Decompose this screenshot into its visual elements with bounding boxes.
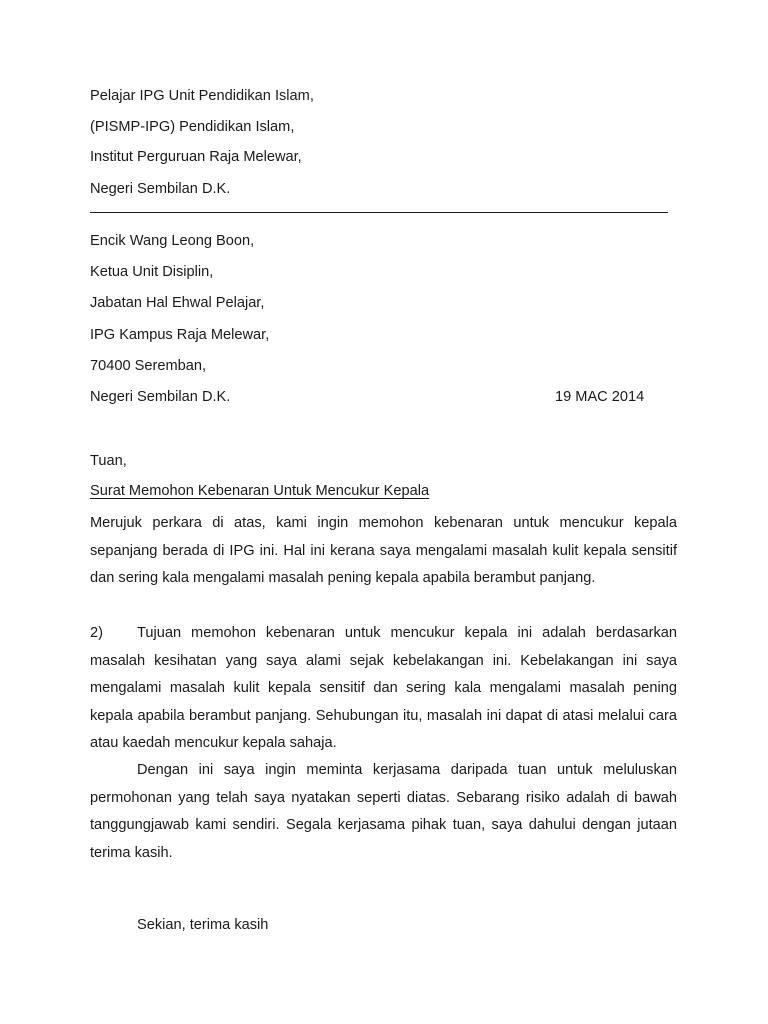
body-paragraph-1: Merujuk perkara di atas, kami ingin memohon kebenaran untuk mencukur kepala sepanjang berada di IPG ini. Hal ini kerana saya mengalami masalah kulit kepala sensitif dan sering kala mengalami masalah pening kepala apabila berambut panjang. [90, 515, 677, 586]
closing-remark: Sekian, terima kasih [137, 917, 269, 933]
recipient-line-5: 70400 Seremban, [90, 358, 207, 374]
letter-date: 19 MAC 2014 [555, 389, 645, 405]
body-paragraph-3: Dengan ini saya ingin meminta kerjasama daripada tuan untuk meluluskan permohonan yang telah saya nyatakan seperti diatas. Sebarang risiko adalah di bawah tanggungjawab kami sendiri. Segala kerjasama pihak tuan, saya dahului dengan jutaan terima kasih. [90, 762, 677, 861]
sender-line-1: Pelajar IPG Unit Pendidikan Islam, [90, 88, 314, 104]
recipient-line-6: Negeri Sembilan D.K. [90, 389, 231, 405]
letter-subject: Surat Memohon Kebenaran Untuk Mencukur Kepala [90, 483, 430, 499]
salutation: Tuan, [90, 453, 127, 469]
body-paragraph-2-text: Tujuan memohon kebenaran untuk mencukur kepala ini adalah berdasarkan masalah kesihatan yang saya alami sejak kebelakangan ini. Kebelakangan ini saya mengalami masalah kulit kepala sensitif dan sering kala mengalami masalah pening kepala apabila berambut panjang. Sehubungan itu, masalah ini dapat di atasi melalui cara atau kaedah mencukur kepala sahaja. [90, 625, 677, 751]
sender-line-2: (PISMP-IPG) Pendidikan Islam, [90, 119, 295, 135]
body-paragraph-2 [90, 620, 677, 758]
recipient-line-3: Jabatan Hal Ehwal Pelajar, [90, 295, 265, 311]
recipient-line-1: Encik Wang Leong Boon, [90, 233, 255, 249]
sender-line-4: Negeri Sembilan D.K. [90, 181, 231, 197]
recipient-line-2: Ketua Unit Disiplin, [90, 264, 214, 280]
recipient-line-4: IPG Kampus Raja Melewar, [90, 327, 270, 343]
separator-rule [90, 212, 668, 213]
paragraph-number: 2) [90, 625, 103, 641]
sender-line-3: Institut Perguruan Raja Melewar, [90, 149, 302, 165]
